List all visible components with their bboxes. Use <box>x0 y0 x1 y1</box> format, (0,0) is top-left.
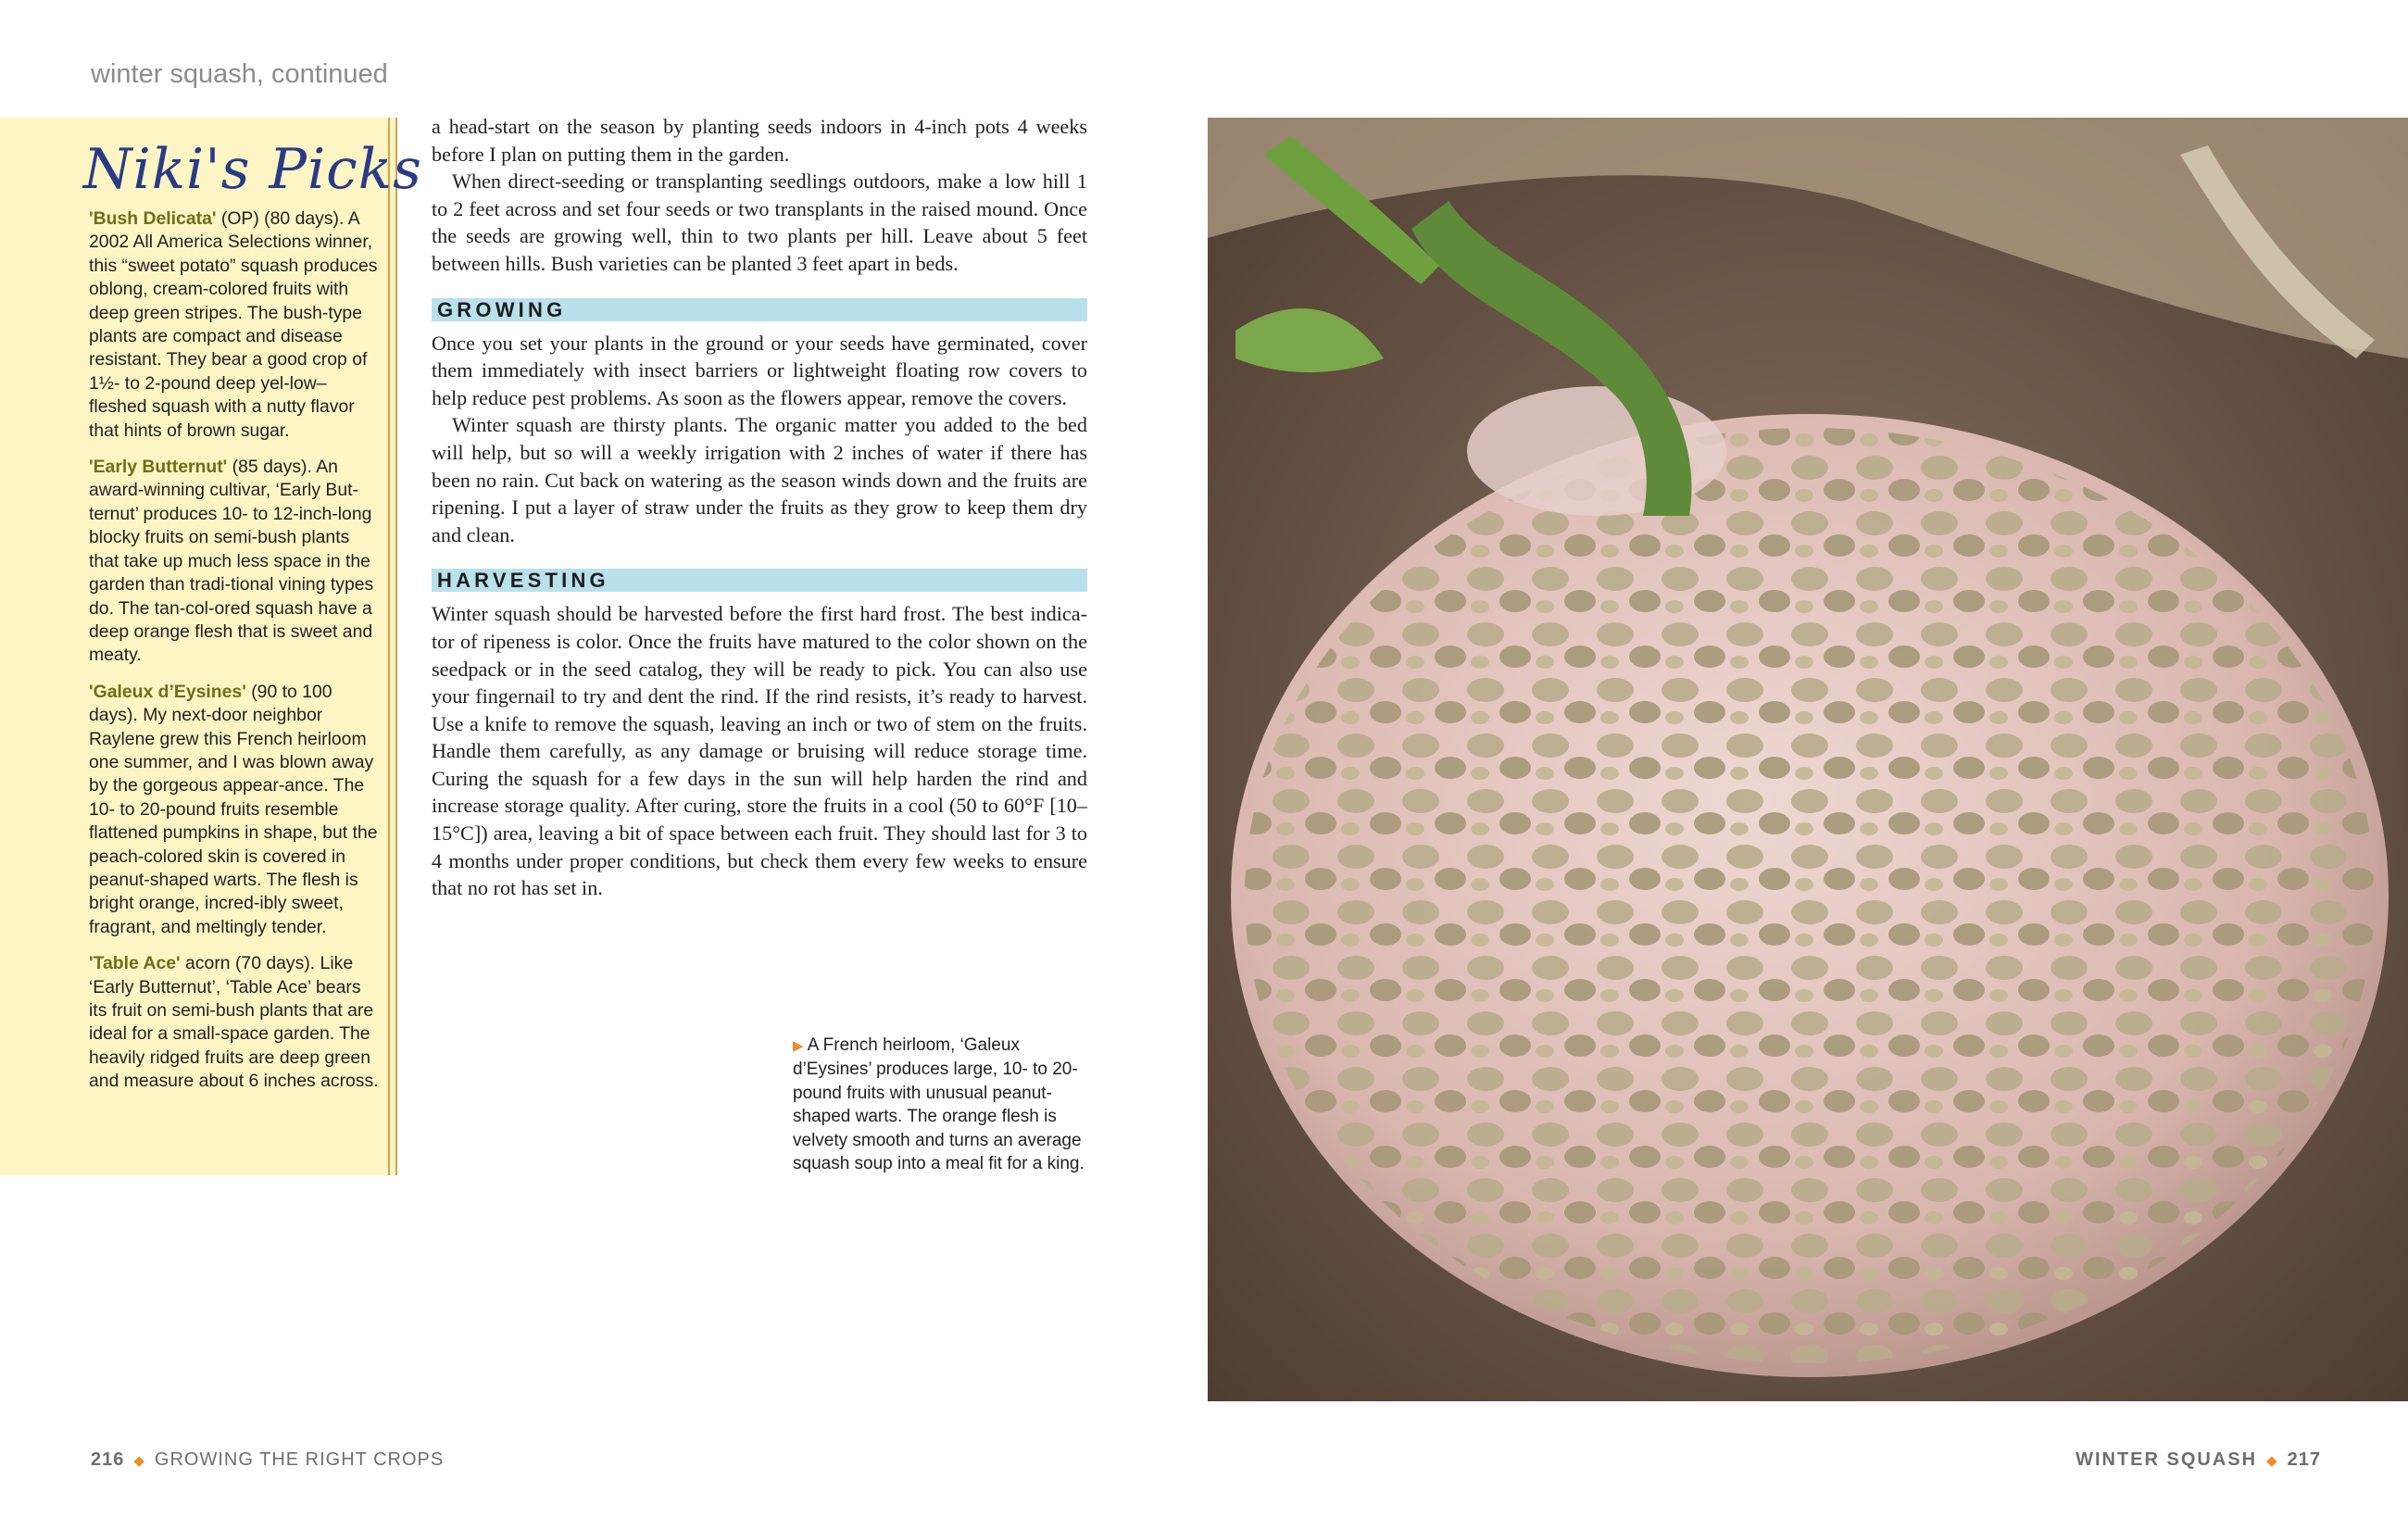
folio-label: GROWING THE RIGHT CROPS <box>154 1449 445 1470</box>
running-head: winter squash, continued <box>91 59 388 89</box>
squash-illustration <box>1208 118 2408 1401</box>
section-heading-harvesting: HARVESTING <box>432 569 1087 592</box>
folio-right <box>2076 1449 2321 1471</box>
orange-diamond-icon: ◆ <box>133 1453 145 1469</box>
pick-item <box>89 207 380 443</box>
body-paragraph: a head-start on the season by planting seeds indoors in 4-inch pots 4 weeks before I plan on putting them in the garden. <box>432 115 1087 166</box>
pick-item <box>89 952 380 1093</box>
pick-item <box>89 681 380 939</box>
pick-name: 'Early Butternut' <box>89 457 228 478</box>
orange-diamond-icon: ◆ <box>2266 1453 2278 1469</box>
folio-label: WINTER SQUASH <box>2076 1449 2258 1470</box>
pick-name: 'Table Ace' <box>89 953 181 974</box>
orange-triangle-icon: ▶ <box>793 1038 804 1054</box>
main-text-column <box>432 113 1087 902</box>
pick-text: acorn (70 days). Like ‘Early Butternut’, ‘Table Ace’ bears its fruit on semi-bush plants that are ideal for a small-space garden. The heavily ridged fruits are deep green and measure about 6 inches across. <box>89 953 379 1092</box>
pick-text: (90 to 100 days). My next-door neighbor Raylene grew this French heirloom one summer, and I was blown away by the gorgeous appear-ance. The 10- to 20-pound fruits resemble flattened pumpkins in shape, but the peach-colored skin is covered in peanut-shaped warts. The flesh is bright orange, incred-ibly sweet, fragrant, and meltingly tender. <box>89 681 378 937</box>
folio-left <box>91 1449 444 1471</box>
caption-text: A French heirloom, ‘Galeux d’Eysines’ produces large, 10- to 20-pound fruits with unusual peanut-shaped warts. The orange flesh is velvety smooth and turns an average squash soup into a meal fit for a king. <box>793 1035 1085 1174</box>
picks-list <box>89 207 380 1107</box>
pick-item <box>89 456 380 668</box>
body-paragraph: When direct-seeding or transplanting seedlings outdoors, make a low hill 1 to 2 feet across and set four seeds or two transplants in the raised mound. Once the seeds are growing well, thin to two plants per hill. Leave about 5 feet between hills. Bush varieties can be planted 3 feet apart in beds. <box>432 169 1087 275</box>
body-paragraph: Winter squash should be harvested before the first hard frost. The best indica-tor of ripeness is color. Once the fruits have matured to the color shown on the seedpack or in the seed catalog, they will be ready to pick. You can also use your fingernail to try and dent the rind. If the rind resists, it’s ready to harvest. Use a knife to remove the squash, leaving an inch or two of stem on the fruits. Handle them carefully, as any damage or bruising will reduce storage time. Curing the squash for a few days in the sun will help harden the rind and increase storage quality. After curing, store the fruits in a cool (50 to 60°F [10–15°C]) area, leaving a bit of space between each fruit. They should last for 3 to 4 months under proper conditions, but check them every few weeks to ensure that no rot has set in. <box>432 602 1087 900</box>
pick-name: 'Galeux d’Eysines' <box>89 681 246 702</box>
photo-caption <box>793 1034 1089 1175</box>
pick-text: (OP) (80 days). A 2002 All America Selections winner, this “sweet potato” squash produces oblong, cream-colored fruits with deep green stripes. The bush-type plants are compact and disease resistant. They bear a good crop of 1½- to 2-pound deep yel-low–fleshed squash with a nutty flavor that hints of brown sugar. <box>89 208 378 441</box>
pick-text: (85 days). An award-winning cultivar, ‘Early But-ternut’ produces 10- to 12-inch-long blocky fruits on semi-bush plants that take up much less space in the garden than tradi-tional vining types do. The tan-col-ored squash have a deep orange flesh that is sweet and meaty. <box>89 457 374 666</box>
sidebar-title: Niki's Picks <box>83 137 422 202</box>
body-paragraph: Once you set your plants in the ground or your seeds have germinated, cover them immediately with insect barriers or lightweight floating row covers to help reduce pest problems. As soon as the flowers appear, remove the covers. <box>432 331 1087 409</box>
squash-photo <box>1208 118 2408 1401</box>
page-number: 216 <box>91 1449 125 1470</box>
section-heading-growing: GROWING <box>432 298 1087 321</box>
pick-name: 'Bush Delicata' <box>89 208 217 229</box>
body-paragraph: Winter squash are thirsty plants. The organic matter you added to the bed will help, but so will a weekly irrigation with 2 inches of water if there has been no rain. Cut back on watering as the season winds down and the fruits are ripening. I put a layer of straw under the fruits as they grow to keep them dry and clean. <box>432 413 1087 546</box>
page-number: 217 <box>2287 1449 2321 1470</box>
